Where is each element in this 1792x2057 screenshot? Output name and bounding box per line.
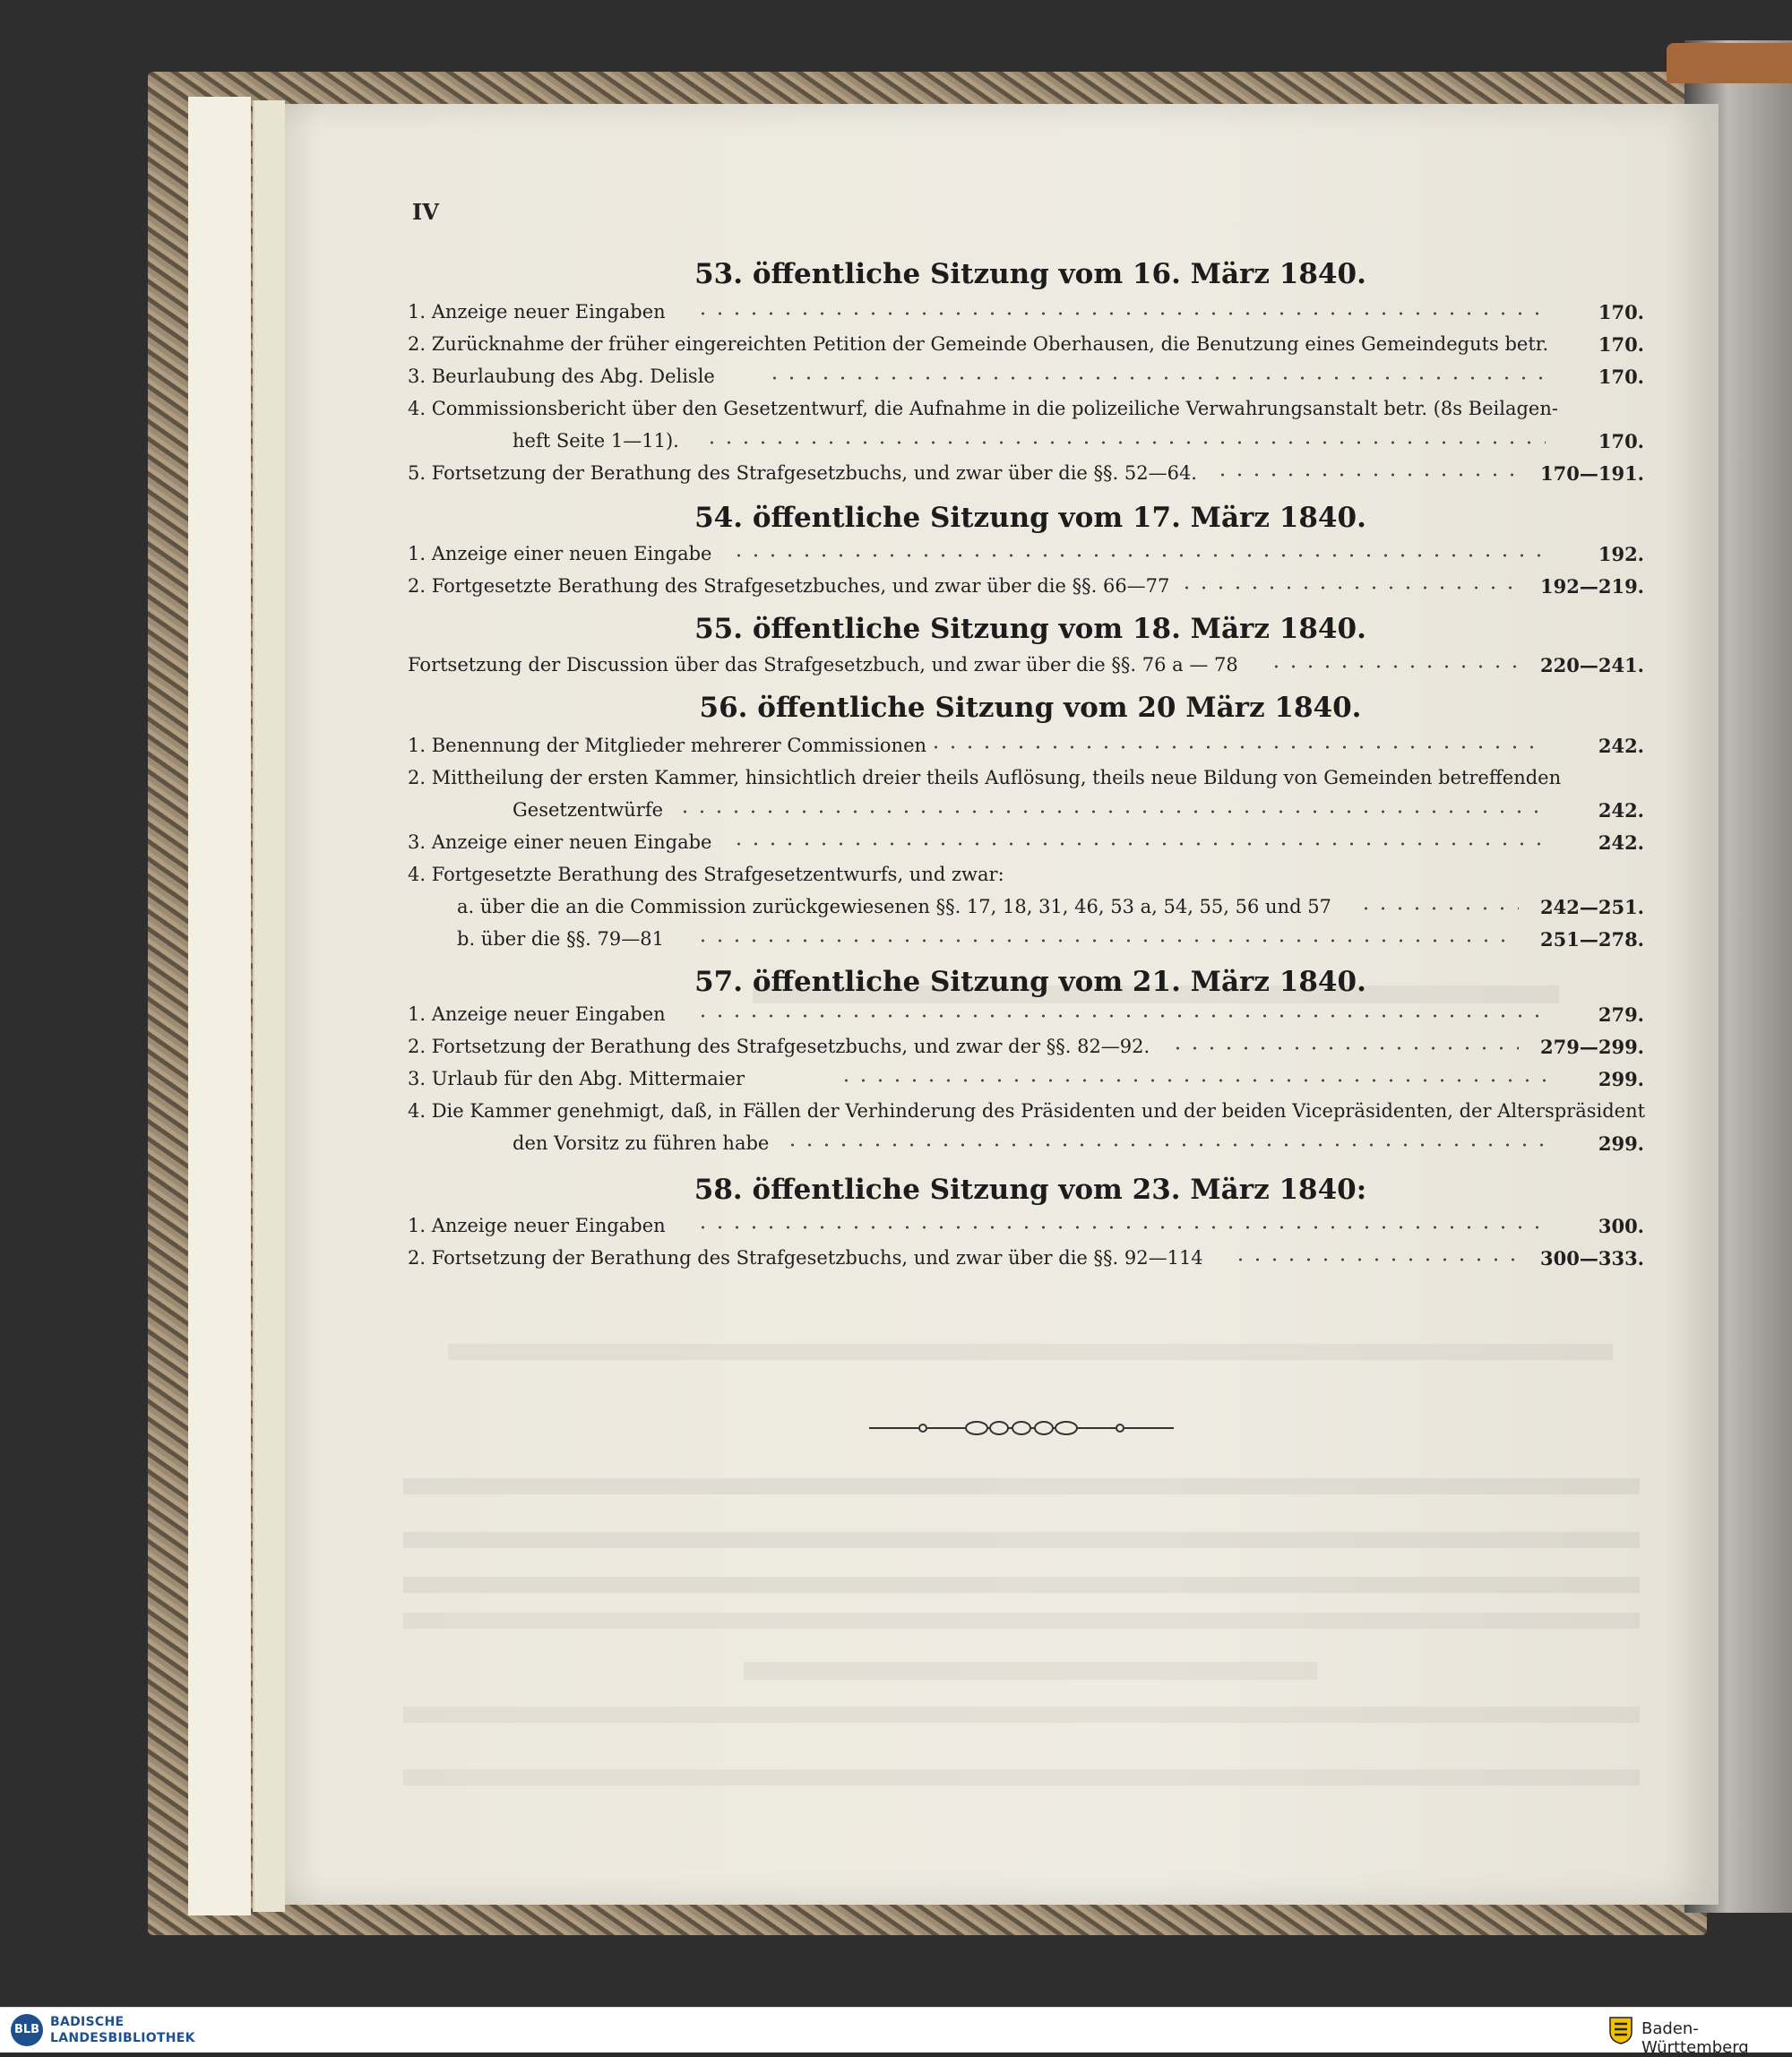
bleed-through	[403, 1478, 1640, 1494]
leader-dots	[1232, 1258, 1519, 1261]
entry-pages: 192—219.	[1540, 575, 1644, 598]
entry-pages: 300.	[1598, 1215, 1644, 1237]
section-heading-53: 53. öffentliche Sitzung vom 16. März 1840.	[694, 258, 1366, 290]
entry-pages: 299.	[1598, 1068, 1644, 1090]
entry-pages: 242.	[1598, 831, 1644, 854]
entry-text: 1. Anzeige neuer Eingaben	[408, 1215, 666, 1236]
leader-dots	[1214, 473, 1519, 477]
toc-entry	[408, 462, 1644, 491]
entry-text: 2. Fortsetzung der Berathung des Strafgesetzbuchs, und zwar der §§. 82—92.	[408, 1036, 1150, 1057]
leader-dots	[927, 745, 1546, 749]
toc-entry	[408, 654, 1644, 683]
bleed-through	[403, 1577, 1640, 1593]
leader-dots	[694, 1226, 1546, 1229]
toc-subentry	[408, 896, 1644, 925]
entry-pages: 279—299.	[1540, 1036, 1644, 1058]
blb-name-line2: LANDESBIBLIOTHEK	[50, 2031, 195, 2045]
toc-entry-continuation	[408, 430, 1644, 459]
toc-entry	[408, 398, 1644, 426]
entry-text: 4. Fortgesetzte Berathung des Strafgesetzentwurfs, und zwar:	[408, 864, 1004, 885]
entry-continuation: den Vorsitz zu führen habe	[513, 1132, 770, 1154]
entry-text: 1. Anzeige neuer Eingaben	[408, 1003, 666, 1025]
entry-pages: 279.	[1598, 1003, 1644, 1026]
toc-entry	[408, 543, 1644, 572]
leader-dots	[694, 939, 1519, 942]
entry-text: 3. Urlaub für den Abg. Mittermaier	[408, 1068, 745, 1089]
entry-text: b. über die §§. 79—81	[457, 928, 664, 950]
section-heading-57: 57. öffentliche Sitzung vom 21. März 1840.	[694, 966, 1366, 998]
entry-text: 4. Commissionsbericht über den Gesetzentwurf, die Aufnahme in die polizeiliche Verwahrungsanstalt betr. (8s Beilagen-	[408, 398, 1558, 419]
entry-pages: 299.	[1598, 1132, 1644, 1155]
entry-text: 2. Zurücknahme der früher eingereichten Petition der Gemeinde Oberhausen, die Benutzung eines Gemeindeguts betr.	[408, 333, 1549, 355]
toc-entry	[408, 1068, 1644, 1097]
leader-dots	[730, 842, 1546, 846]
leader-dots	[1169, 1046, 1519, 1050]
leader-dots	[703, 441, 1546, 444]
bleed-through	[403, 1532, 1640, 1548]
entry-pages: 170.	[1598, 301, 1644, 323]
entry-text: 3. Beurlaubung des Abg. Delisle	[408, 366, 715, 387]
bleed-through	[744, 1662, 1317, 1680]
entry-text: 5. Fortsetzung der Berathung des Strafgesetzbuchs, und zwar über die §§. 52—64.	[408, 462, 1197, 484]
entry-text: 2. Fortsetzung der Berathung des Strafgesetzbuchs, und zwar über die §§. 92—114	[408, 1247, 1203, 1269]
section-heading-55: 55. öffentliche Sitzung vom 18. März 1840.	[694, 613, 1366, 645]
toc-entry	[408, 301, 1644, 330]
toc-entry	[408, 735, 1644, 763]
toc-entry	[408, 575, 1644, 604]
flyleaf	[188, 97, 251, 1915]
decorative-ornament	[869, 1417, 1174, 1439]
blb-name-line1: BADISCHE	[50, 2015, 125, 2029]
flyleaf-inner	[253, 100, 285, 1912]
entry-text: a. über die an die Commission zurückgewiesenen §§. 17, 18, 31, 46, 53 a, 54, 55, 56 und 57	[457, 896, 1331, 917]
toc-entry	[408, 864, 1644, 892]
entry-pages: 170—191.	[1540, 462, 1644, 485]
bleed-through	[403, 1769, 1640, 1786]
entry-pages: 170.	[1598, 333, 1644, 356]
leader-dots	[1178, 586, 1519, 590]
toc-entry	[408, 1036, 1644, 1064]
blb-name[interactable]	[50, 2014, 195, 2046]
entry-continuation: Gesetzentwürfe	[513, 799, 664, 821]
entry-text: Fortsetzung der Discussion über das Strafgesetzbuch, und zwar über die §§. 76 a — 78	[408, 654, 1238, 676]
leader-dots	[694, 312, 1546, 315]
leader-dots	[766, 376, 1546, 380]
leader-dots	[694, 1014, 1546, 1018]
leader-dots	[1357, 907, 1519, 910]
bleed-through	[403, 1613, 1640, 1629]
entry-pages: 220—241.	[1540, 654, 1644, 676]
toc-entry	[408, 831, 1644, 860]
entry-pages: 251—278.	[1540, 928, 1644, 951]
baden-wuerttemberg-crest-icon[interactable]	[1608, 2016, 1633, 2044]
section-heading-58: 58. öffentliche Sitzung vom 23. März 1840:	[694, 1174, 1367, 1206]
entry-pages: 170.	[1598, 430, 1644, 452]
entry-pages: 192.	[1598, 543, 1644, 565]
entry-pages: 242.	[1598, 735, 1644, 757]
leader-dots	[1268, 665, 1519, 668]
entry-text: 3. Anzeige einer neuen Eingabe	[408, 831, 712, 853]
entry-pages: 242—251.	[1540, 896, 1644, 918]
entry-pages: 242.	[1598, 799, 1644, 822]
toc-entry	[408, 1215, 1644, 1244]
leather-corner	[1667, 43, 1792, 83]
toc-entry	[408, 333, 1644, 362]
entry-text: 2. Fortgesetzte Berathung des Strafgesetzbuches, und zwar über die §§. 66—77	[408, 575, 1170, 597]
blb-logo-icon[interactable]: BLB	[11, 2014, 43, 2046]
toc-entry	[408, 767, 1644, 796]
entry-pages: 300—333.	[1540, 1247, 1644, 1269]
toc-entry-continuation	[408, 1132, 1644, 1161]
entry-text: 1. Anzeige neuer Eingaben	[408, 301, 666, 323]
entry-text: 1. Benennung der Mitglieder mehrerer Commissionen	[408, 735, 927, 756]
toc-entry	[408, 1003, 1644, 1032]
entry-text: 2. Mittheilung der ersten Kammer, hinsichtlich dreier theils Auflösung, theils neue Bildung von Gemeinden betreffenden	[408, 767, 1562, 788]
toc-subentry	[408, 928, 1644, 957]
section-heading-56: 56. öffentliche Sitzung vom 20 März 1840.	[699, 692, 1362, 724]
leader-dots	[730, 554, 1546, 557]
leader-dots	[676, 810, 1546, 813]
toc-entry-continuation	[408, 799, 1644, 828]
toc-entry	[408, 1100, 1644, 1129]
toc-entry	[408, 366, 1644, 394]
toc-entry	[408, 1247, 1644, 1276]
bleed-through	[448, 1344, 1613, 1360]
section-heading-54: 54. öffentliche Sitzung vom 17. März 1840.	[694, 502, 1366, 534]
entry-text: 1. Anzeige einer neuen Eingabe	[408, 543, 712, 564]
baden-wuerttemberg-label[interactable]: Baden-Württemberg	[1641, 2019, 1749, 2057]
leader-dots	[838, 1079, 1546, 1082]
entry-pages: 170.	[1598, 366, 1644, 388]
entry-continuation: heft Seite 1—11).	[513, 430, 679, 452]
viewer-footer	[0, 2007, 1792, 2057]
bleed-through	[403, 1707, 1640, 1723]
leader-dots	[784, 1143, 1546, 1147]
entry-text: 4. Die Kammer genehmigt, daß, in Fällen der Verhinderung des Präsidenten und der beiden Vicepräsidenten, der Alterspräsident	[408, 1100, 1646, 1122]
page-number: IV	[412, 199, 439, 225]
